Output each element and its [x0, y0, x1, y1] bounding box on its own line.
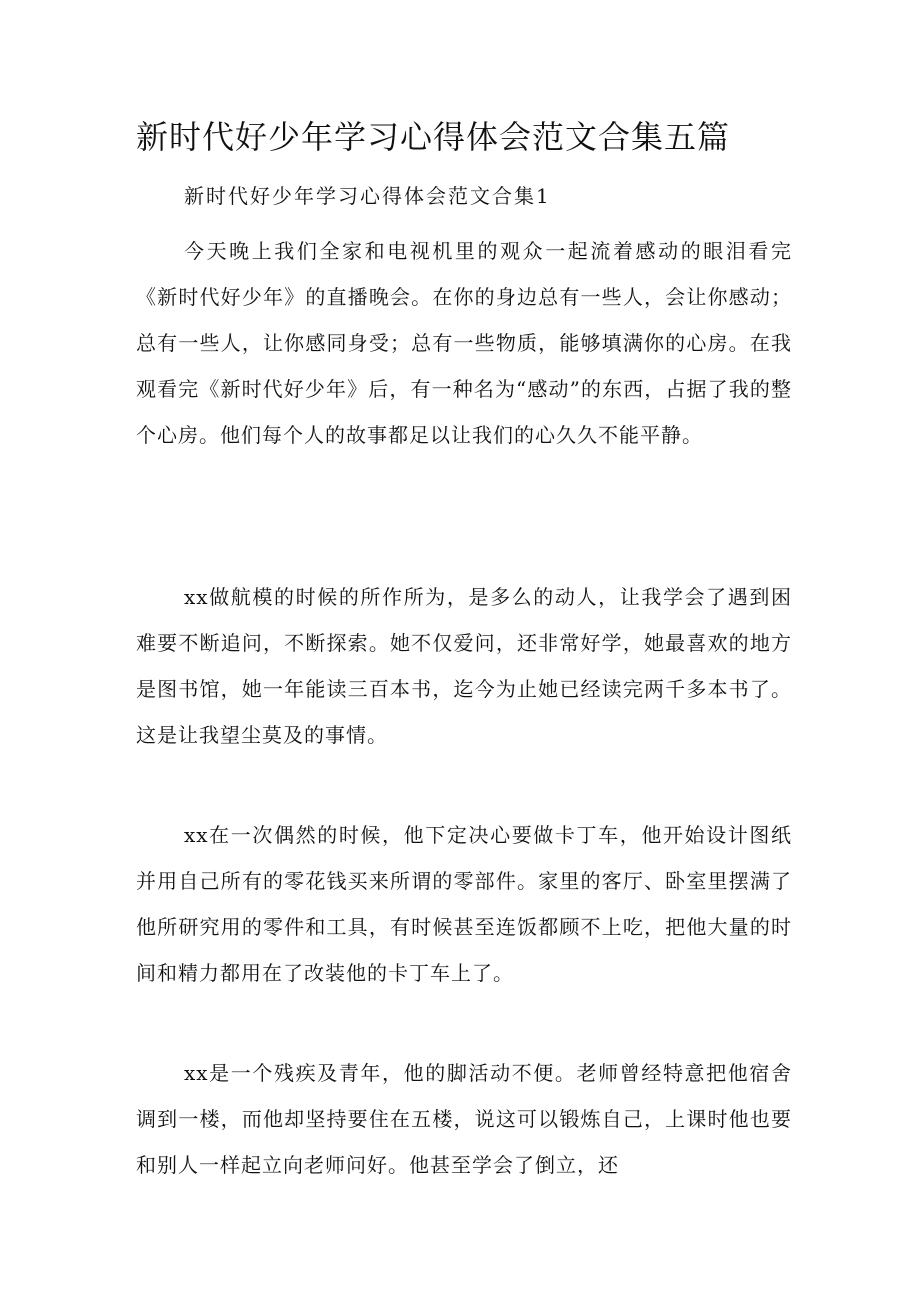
- paragraph-1: 今天晚上我们全家和电视机里的观众一起流着感动的眼泪看完《新时代好少年》的直播晚会。在你的身边总有一些人，会让你感动；总有一些人，让你感同身受；总有一些物质，能够填满你的心房。在我观看完《新时代好少年》后，有一种名为“感动”的东西，占据了我的整个心房。他们每个人的故事都足以让我们的心久久不能平静。: [136, 239, 792, 447]
- paragraph-4: xx是一个残疾及青年，他的脚活动不便。老师曾经特意把他宿舍调到一楼，而他却坚持要住在五楼，说这可以锻炼自己，上课时他也要和别人一样起立向老师问好。他甚至学会了倒立，还: [136, 1061, 792, 1177]
- document-title: 新时代好少年学习心得体会范文合集五篇: [136, 118, 731, 156]
- section-heading: 新时代好少年学习心得体会范文合集1: [184, 184, 551, 208]
- paragraph-2: xx做航模的时候的所作所为，是多么的动人，让我学会了遇到困难要不断追问，不断探索。她不仅爱问，还非常好学，她最喜欢的地方是图书馆，她一年能读三百本书，迄今为止她已经读完两千多本书了。这是让我望尘莫及的事情。: [136, 585, 792, 747]
- paragraph-3: xx在一次偶然的时候，他下定决心要做卡丁车，他开始设计图纸并用自己所有的零花钱买来所谓的零部件。家里的客厅、卧室里摆满了他所研究用的零件和工具，有时候甚至连饭都顾不上吃，把他大量的时间和精力都用在了改装他的卡丁车上了。: [136, 823, 792, 985]
